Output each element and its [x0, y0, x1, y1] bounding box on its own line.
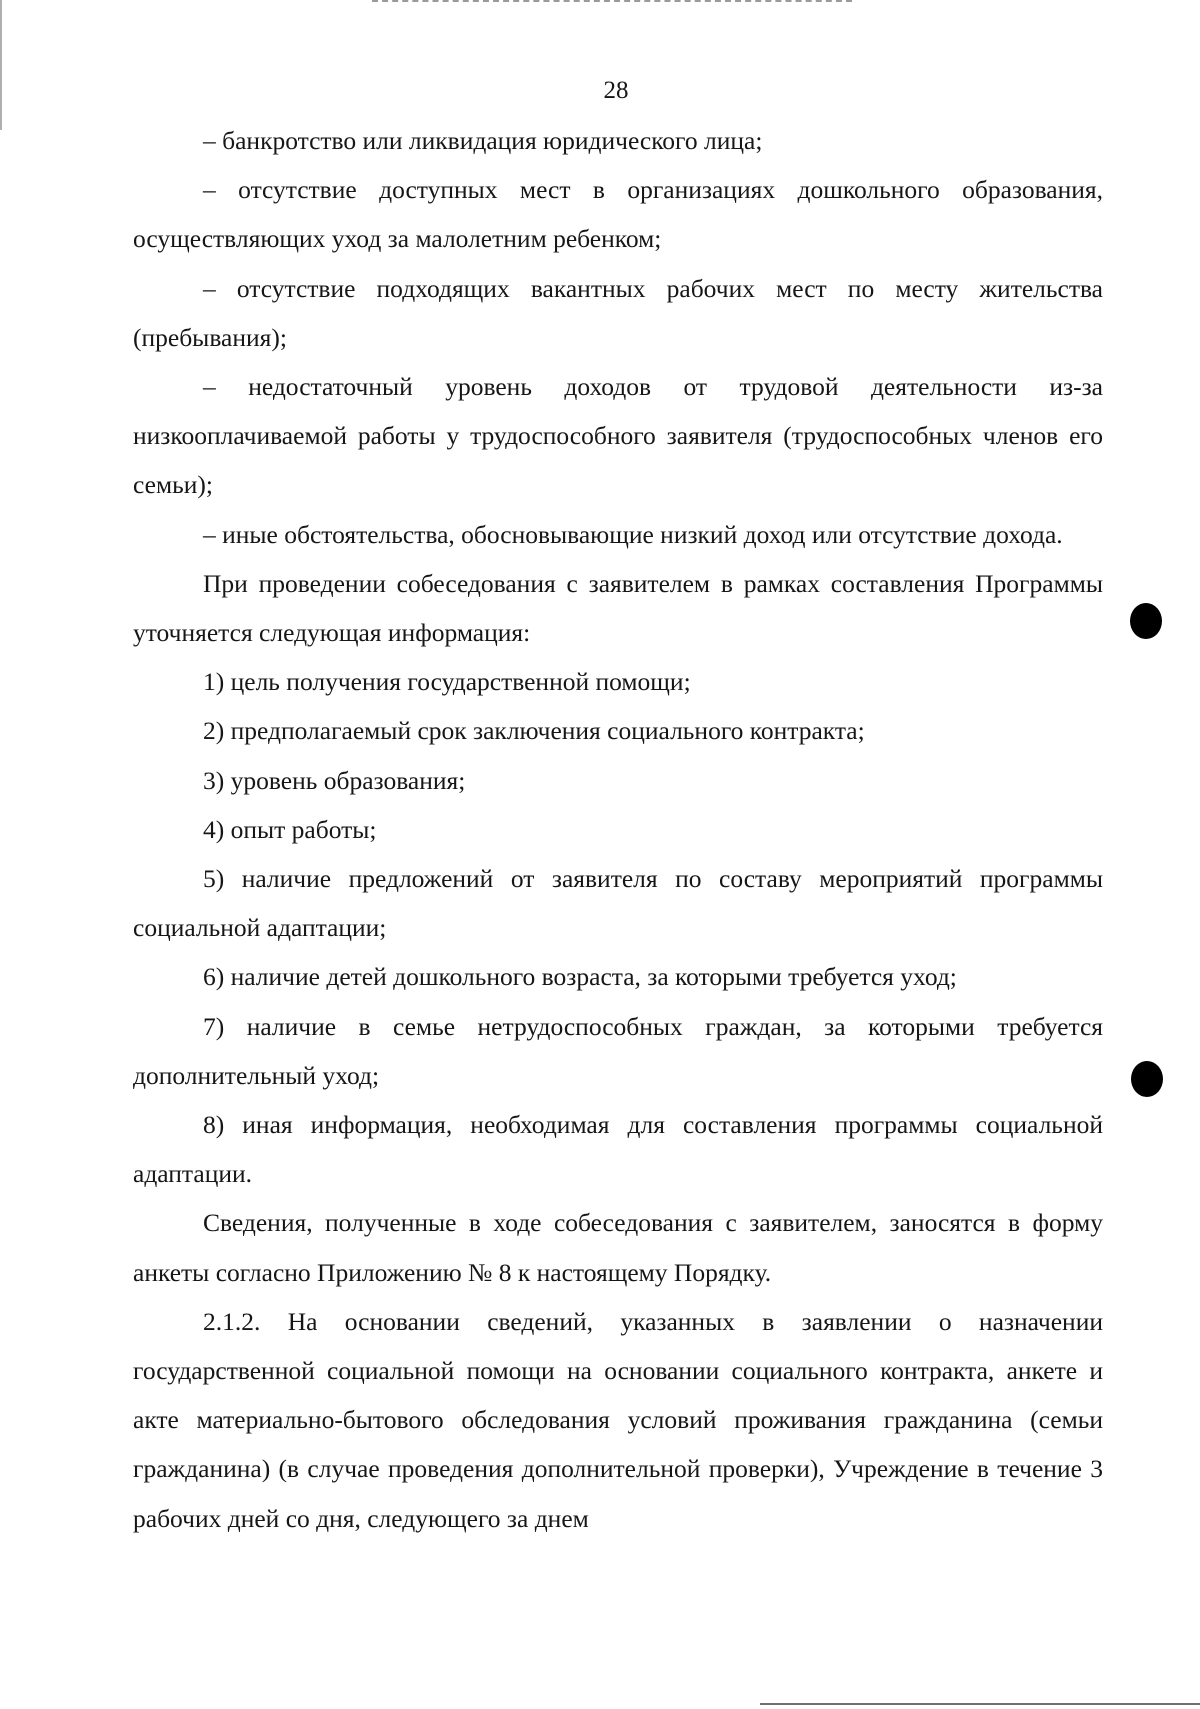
list-item-bankruptcy: – банкротство или ликвидация юридического лица;	[203, 126, 763, 155]
list-item-other-circumstances: – иные обстоятельства, обосновывающие низкий доход или отсутствие дохода.	[203, 519, 1063, 549]
scan-artifact-top-line	[372, 0, 852, 4]
document-body	[133, 116, 1103, 1543]
section-2-1-2-paragraph: 2.1.2. На основании сведений, указанных в заявлении о назначении государственной социальной помощи на основании социального контракта, анкете и акте материально-бытового обследования условий проживания гражданина (семьи гражданина) (в случае проведения дополнительной проверки), Учреждение в течение 3 рабочих дней со дня, следующего за днем	[133, 1306, 1103, 1533]
list-item-no-vacancies: – отсутствие подходящих вакантных рабочих мест по месту жительства (пребывания);	[133, 273, 1103, 352]
numbered-item-7: 7) наличие в семье нетрудоспособных граждан, за которыми требуется дополнительный уход;	[133, 1011, 1103, 1090]
numbered-item-6: 6) наличие детей дошкольного возраста, за которыми требуется уход;	[203, 962, 957, 992]
numbered-item-4: 4) опыт работы;	[203, 814, 377, 844]
interview-intro-paragraph: При проведении собеседования с заявителем в рамках составления Программы уточняется следующая информация:	[133, 568, 1103, 648]
scan-artifact-left-edge	[0, 0, 2, 130]
numbered-item-5: 5) наличие предложений от заявителя по составу мероприятий программы социальной адаптации;	[133, 864, 1103, 943]
numbered-item-8: 8) иная информация, необходимая для составления программы социальной адаптации.	[133, 1110, 1103, 1189]
questionnaire-paragraph: Сведения, полученные в ходе собеседования с заявителем, заносятся в форму анкеты согласно Приложению № 8 к настоящему Порядку.	[133, 1208, 1103, 1287]
scan-artifact-bottom-line	[760, 1703, 1200, 1705]
numbered-item-1: 1) цель получения государственной помощи;	[203, 667, 691, 697]
binder-hole-mark	[1130, 603, 1162, 639]
list-item-low-income: – недостаточный уровень доходов от трудовой деятельности из-за низкооплачиваемой работы у трудоспособного заявителя (трудоспособных членов его семьи);	[133, 372, 1103, 500]
numbered-item-3: 3) уровень образования;	[203, 765, 466, 795]
list-item-no-preschool-places: – отсутствие доступных мест в организациях дошкольного образования, осуществляющих уход за малолетним ребенком;	[133, 175, 1103, 254]
page-number: 28	[603, 77, 629, 104]
numbered-item-2: 2) предполагаемый срок заключения социального контракта;	[203, 716, 865, 746]
binder-hole-mark	[1131, 1061, 1163, 1097]
